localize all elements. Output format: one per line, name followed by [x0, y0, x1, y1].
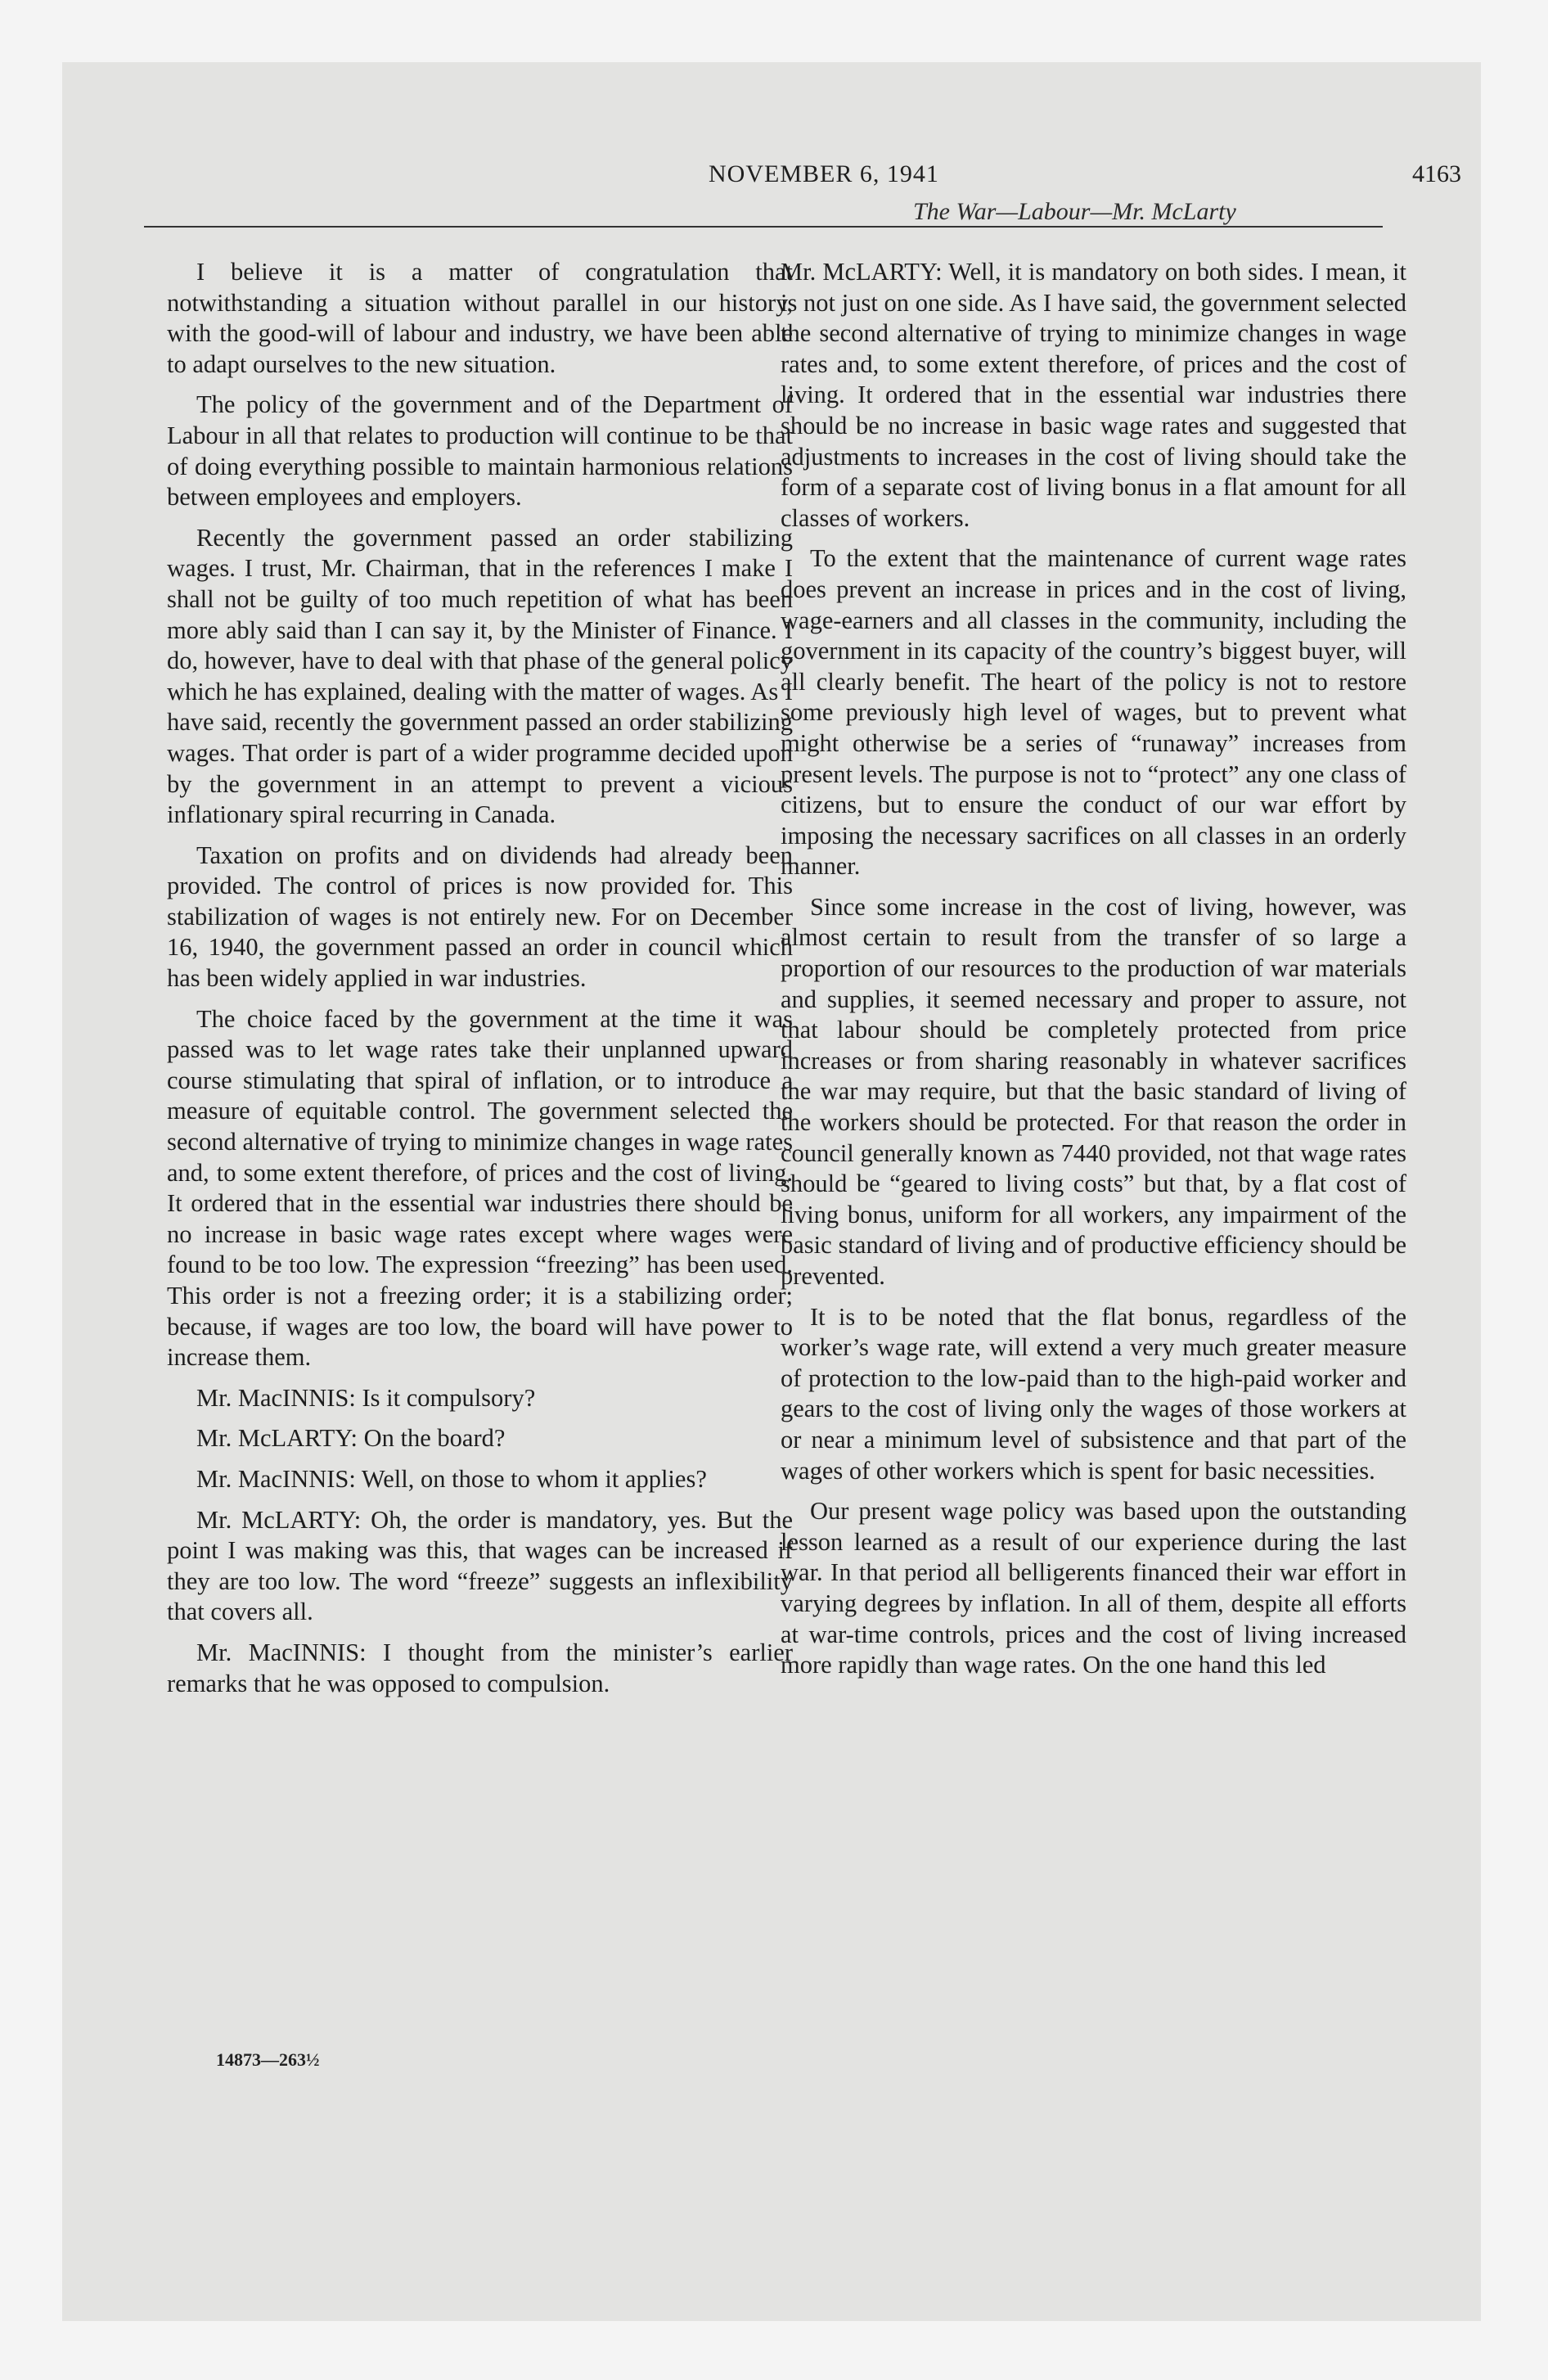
page-number: 4163 — [1412, 160, 1461, 187]
paragraph: Mr. McLARTY: Well, it is mandatory on both sides. I mean, it is not just on one side. As I have said, the government selected the second alternative of trying to minimize changes in wage rates and, to some extent therefore, of prices and the cost of living. It ordered that in the essential war industries there should be no increase in basic wage rates and suggested that adjustments to increases in the cost of living should take the form of a separate cost of living bonus in a flat amount for all classes of workers. — [781, 258, 1406, 532]
paragraph: Mr. MacINNIS: I thought from the minister’s earlier remarks that he was opposed to compulsion. — [167, 1638, 793, 1697]
page-footnote: 14873—263½ — [216, 2049, 320, 2070]
header-subject: The War—Labour—Mr. McLarty — [913, 198, 1236, 225]
paragraph: I believe it is a matter of congratulation that notwithstanding a situation without parallel in our history, with the good-will of labour and industry, we have been able to adapt ourselves to the new situation. — [167, 258, 793, 378]
paragraph: Mr. McLARTY: On the board? — [196, 1424, 506, 1453]
paragraph: Mr. MacINNIS: Is it compulsory? — [196, 1383, 536, 1412]
document-page — [62, 62, 1481, 2321]
paragraph: Recently the government passed an order stabilizing wages. I trust, Mr. Chairman, that in the references I make I shall not be guilty of too much repetition of what has been more ably said than I can say it, by the Minister of Finance. I do, however, have to deal with that phase of the general policy which he has explained, dealing with the matter of wages. As I have said, recently the government passed an order stabilizing wages. That order is part of a wider programme decided upon by the government in an attempt to prevent a vicious inflationary spiral recurring in Canada. — [167, 523, 793, 829]
paragraph: Our present wage policy was based upon the outstanding lesson learned as a result of our experience during the last war. In that period all belligerents financed their war effort in varying degrees by inflation. In all of them, despite all efforts at war-time controls, prices and the cost of living increased more rapidly than wage rates. On the one hand this led — [781, 1497, 1406, 1679]
paragraph: The choice faced by the government at the time it was passed was to let wage rates take their unplanned upward course stimulating that spiral of inflation, or to introduce a measure of equitable control. The government selected the second alternative of trying to minimize changes in wage rates and, to some extent therefore, of prices and the cost of living. It ordered that in the essential war industries there should be no increase in basic wage rates except where wages were found to be too low. The expression “freezing” has been used. This order is not a freezing order; it is a stabilizing order; because, if wages are too low, the board will have power to increase them. — [167, 1004, 793, 1372]
paragraph: It is to be noted that the flat bonus, regardless of the worker’s wage rate, will extend a very much greater measure of protection to the low-paid than to the high-paid worker and gears to the cost of living only the wages of those workers at or near a minimum level of subsistence and that part of the wages of other workers which is spent for basic necessities. — [781, 1302, 1406, 1485]
paragraph: The policy of the government and of the Department of Labour in all that relates to production will continue to be that of doing everything possible to maintain harmonious relations between employees and employers. — [167, 390, 793, 512]
paragraph: Since some increase in the cost of living, however, was almost certain to result from the transfer of so large a proportion of our resources to the production of war materials and supplies, it seemed necessary and proper to assure, not that labour should be completely protected from price increases or from sharing reasonably in whatever sacrifices the war may require, but that the basic standard of living of the workers should be protected. For that reason the order in council generally known as 7440 provided, not that wage rates should be “geared to living costs” but that, by a flat cost of living bonus, uniform for all workers, any impairment of the basic standard of living and of productive efficiency should be prevented. — [781, 892, 1406, 1290]
paragraph: Taxation on profits and on dividends had already been provided. The control of prices is now provided for. This stabilization of wages is not entirely new. For on December 16, 1940, the government passed an order in council which has been widely applied in war industries. — [167, 841, 793, 993]
right-column — [781, 257, 1406, 1691]
paragraph: To the extent that the maintenance of current wage rates does prevent an increase in prices and in the cost of living, wage-earners and all classes in the community, including the government in its capacity of the country’s biggest buyer, will all clearly benefit. The heart of the policy is not to restore some previously high level of wages, but to prevent what might otherwise be a series of “runaway” increases from present levels. The purpose is not to “protect” any one class of citizens, but to ensure the conduct of our war effort by imposing the necessary sacrifices on all classes in an orderly manner. — [781, 544, 1406, 881]
header-rule — [144, 226, 1383, 228]
paragraph: Mr. MacINNIS: Well, on those to whom it applies? — [196, 1464, 707, 1493]
header-date: NOVEMBER 6, 1941 — [709, 160, 939, 187]
left-column — [167, 257, 793, 1709]
paragraph: Mr. McLARTY: Oh, the order is mandatory, yes. But the point I was making was this, that wages can be increased if they are too low. The word “freeze” suggests an inflexibility that covers all. — [167, 1505, 793, 1626]
